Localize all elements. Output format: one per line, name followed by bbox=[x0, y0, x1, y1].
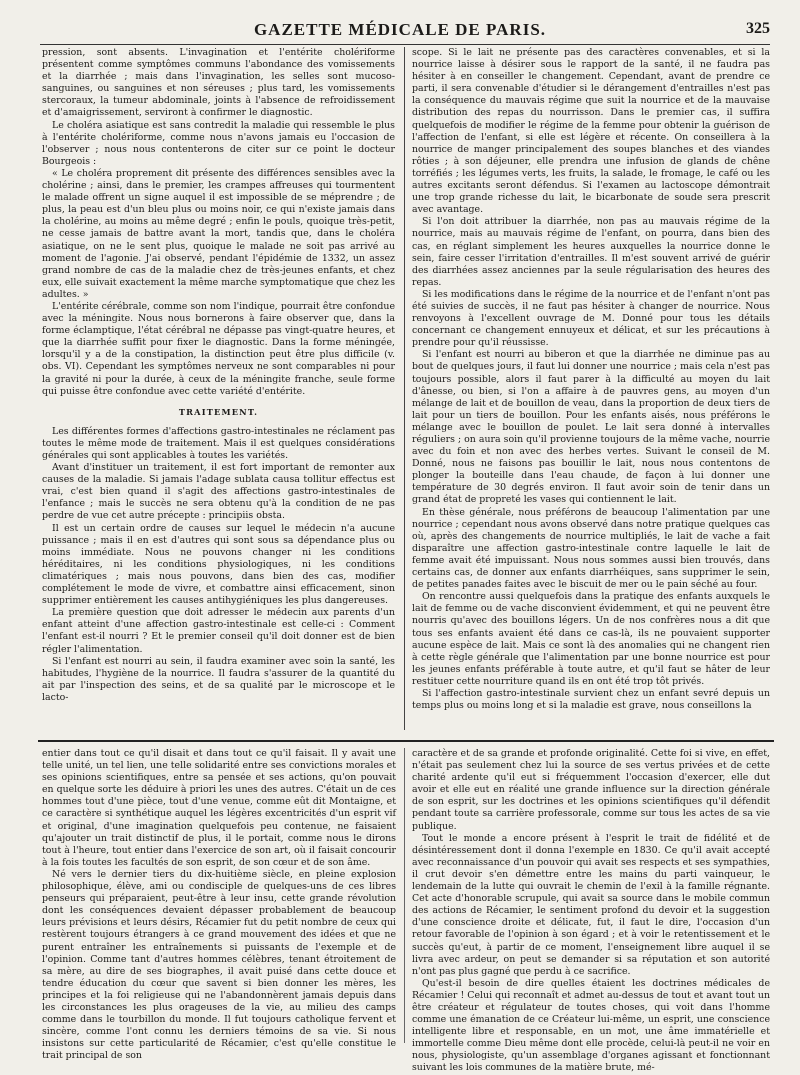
column-divider bbox=[404, 47, 405, 730]
page-header bbox=[30, 20, 770, 44]
paragraph: On rencontre aussi quelquefois dans la pratique des enfants auxquels le lait de femme ou de vache disconvient évidemment, et qui ne peuvent être nourris qu'avec des bouillons légers. Un de nos confrères nous a dit que tous ses enfants avaient été dans ce cas-là, ils ne pouvaient supporter aucune espèce de lait. Mais ce sont là des anomalies qui ne changent rien à cette règle générale que l'alimentation par une bonne nourrice est pour les jeunes enfants préférable à toute autre, et qu'il faut se hâter de leur restituer cette nourriture quand ils en ont été trop tôt privés. bbox=[412, 591, 770, 687]
paragraph: L'entérite cérébrale, comme son nom l'indique, pourrait être confondue avec la méningite. Nous nous bornerons à faire observer que, dans la forme éclamptique, l'état cérébral ne dépasse pas vingt-quatre heures, et que la diarrhée suffit pour fixer le diagnostic. Dans la forme méningée, lorsqu'il y a de la constipation, la distinction peut être plus difficile (v. obs. VI). Cependant les symptômes nerveux ne sont comparables ni pour la gravité ni pour la durée, à ceux de la méningite franche, seule forme qui puisse être confondue avec cette variété d'entérite. bbox=[42, 300, 395, 397]
left-column bbox=[42, 47, 395, 730]
paragraph: Le choléra asiatique est sans contredit la maladie qui ressemble le plus à l'entérite cholériforme, comme nous n'avons jamais eu l'occasion de l'observer ; nous nous contenterons de citer sur ce point le docteur Bourgeois : bbox=[42, 119, 395, 167]
paragraph: entier dans tout ce qu'il disait et dans tout ce qu'il faisait. Il y avait une telle unité, un tel lien, une telle solidarité entre ses convictions morales et ses opinions scientifiques, entre sa pensée et ses actions, qu'on pouvait en quelque sorte les déduire à priori les unes des autres. C'était un de ces hommes tout d'une pièce, tout d'une venue, comme eût dit Montaigne, et ce caractère si synthétique auquel les légères excentricités d'un esprit vif et original, d'une imagination quelquefois peu contenue, ne faisaient qu'ajouter un trait distinctif de plus, il le portait, comme nous le dirons tout à l'heure, tout entier dans l'exercice de son art, où il faisait concourir à la fois toutes les facultés de son esprit, de son cœur et de son âme. bbox=[42, 748, 396, 868]
paragraph: Si l'affection gastro-intestinale survient chez un enfant sevré depuis un temps plus ou moins long et si la maladie est grave, nous conseillons la bbox=[412, 687, 770, 712]
page-number: 325 bbox=[746, 20, 770, 37]
feuilleton-divider bbox=[404, 748, 405, 1043]
paragraph: pression, sont absents. L'invagination et l'entérite cholériforme présentent comme symptômes communs l'abondance des vomissements et la diarrhée ; mais dans l'invagination, les selles sont mucoso-sanguines, ou sanguines et non séreuses ; plus tard, les vomissements stercoraux, la tumeur abdominale, joints à l'absence de refroidissement et d'amaigrissement, serviront à confirmer le diagnostic. bbox=[42, 47, 395, 119]
paragraph: caractère et de sa grande et profonde originalité. Cette foi si vive, en effet, n'était pas seulement chez lui la source de ses vertus privées et de cette charité ardente qu'il eut si fréquemment l'occasion d'exercer, elle dut avoir et elle eut en réalité une grande influence sur la direction générale de son esprit, sur les doctrines et les opinions scientifiques qu'il défendit pendant toute sa carrière professorale, comme sur tous les actes de sa vie publique. bbox=[412, 748, 770, 832]
paragraph: « Le choléra proprement dit présente des différences sensibles avec la cholérine ; ainsi, dans le premier, les crampes affreuses qui tourmentent le malade offrent un signe auquel il est impossible de se méprendre ; de plus, la peau est d'un bleu plus ou moins noir, ce qui n'existe jamais dans la cholérine, au moins au même degré ; enfin le pouls, quoique très-petit, ne cesse jamais de battre avant la mort, tandis que, dans le choléra asiatique, on ne le sent plus, quoique le malade ne soit pas arrivé au moment de l'agonie. J'ai observé, pendant l'épidémie de 1332, un assez grand nombre de cas de la maladie chez de très-jeunes enfants, et chez eux, elle suivait exactement la même marche symptomatique que chez les adultes. » bbox=[42, 167, 395, 300]
right-column bbox=[412, 47, 770, 730]
paragraph: La première question que doit adresser le médecin aux parents d'un enfant atteint d'une affection gastro-intestinale est celle-ci : Comment l'enfant est-il nourri ? Et le premier conseil qu'il doit donner est de bien régler l'alimentation. bbox=[42, 607, 395, 655]
paragraph: Né vers le dernier tiers du dix-huitième siècle, en pleine explosion philosophique, élève, ami ou condisciple de quelques-uns de ces libres penseurs qui préparaient, peut-être à leur insu, cette grande révolution dont les conséquences devaient dépasser probablement de beaucoup leurs prévisions et leurs désirs, Récamier fut du petit nombre de ceux qui restèrent toujours étrangers à ce grand mouvement des idées et que ne purent entraîner les entraînements si puissants de l'exemple et de l'opinion. Comme tant d'autres hommes célèbres, tenant étroitement de sa mère, au dire de ses biographes, il avait puisé dans cette douce et tendre éducation du cœur que savent si bien donner les mères, les principes et la foi religieuse qui ne l'abandonnèrent jamais depuis dans les circonstances les plus orageuses de la vie, au milieu des camps comme dans le tourbillon du monde. Il fut toujours catholique fervent et sincère, comme l'ont connu les derniers témoins de sa vie. Si nous insistons sur cette particularité de Récamier, c'est qu'elle constitue le trait principal de son bbox=[42, 868, 396, 1062]
journal-title: GAZETTE MÉDICALE DE PARIS. bbox=[253, 20, 547, 39]
header-rule bbox=[40, 44, 770, 45]
paragraph: Si l'enfant est nourri au biberon et que la diarrhée ne diminue pas au bout de quelques jours, il faut lui donner une nourrice ; mais cela n'est pas toujours possible, alors il faut parer à la difficulté au moyen du lait d'ânesse, ou bien, si l'on a affaire à de pauvres gens, au moyen d'un mélange de lait et de bouillon de veau, dans la proportion de deux tiers de lait pour un tiers de bouillon. Pour les enfants aisés, nous préférons le mélange avec le bouillon de poulet. Le lait sera donné à intervalles réguliers ; on aura soin qu'il provienne toujours de la même vache, nourrie avec du foin et non avec des herbes vertes. Suivant le conseil de M. Donné, nous ne faisons pas bouillir le lait, nous nous contentons de plonger la bouteille dans l'eau chaude, de façon à lui donner une température de 30 degrés environ. Il faut avoir soin de tenir dans un grand état de propreté les vases qui contiennent le lait. bbox=[412, 349, 770, 506]
paragraph: scope. Si le lait ne présente pas des caractères convenables, et si la nourrice laisse à désirer sous le rapport de la santé, il ne faudra pas hésiter à en conseiller le changement. Cependant, avant de prendre ce parti, il sera convenable d'étudier si le dérangement d'entrailles n'est pas la conséquence du mauvais régime que suit la nourrice et de la mauvaise distribution des repas du nourrisson. Dans le premier cas, il suffira quelquefois de modifier le régime de la femme pour obtenir la guérison de l'affection de l'enfant, si elle est légère et récente. On conseillera à la nourrice de manger principalement des soupes blanches et des viandes rôties ; à son déjeuner, elle prendra une infusion de glands de chêne torréfiés ; les légumes verts, les fruits, la salade, le fromage, le café ou les autres excitants seront défendus. Si l'examen au lactoscope démontrait une trop grande richesse du lait, le bicarbonate de soude sera prescrit avec avantage. bbox=[412, 47, 770, 216]
paragraph: Si les modifications dans le régime de la nourrice et de l'enfant n'ont pas été suivies de succès, il ne faut pas hésiter à changer de nourrice. Nous renvoyons à l'excellent ouvrage de M. Donné pour tous les détails concernant ce changement ennuyeux et délicat, et sur les précautions à prendre pour qu'il réussisse. bbox=[412, 288, 770, 349]
feuilleton-right-column bbox=[412, 748, 770, 1074]
paragraph: Il est un certain ordre de causes sur lequel le médecin n'a aucune puissance ; mais il en est d'autres qui sont sous sa dépendance plus ou moins immédiate. Nous ne pouvons changer ni les conditions héréditaires, ni les conditions physiologiques, ni les conditions climatériques ; mais nous pouvons, dans bien des cas, modifier complétement le mode de vivre, et combattre ainsi efficacement, sinon supprimer entièrement les causes antihygiéniques les plus dangereuses. bbox=[42, 522, 395, 607]
feuilleton-rule bbox=[38, 740, 774, 742]
feuilleton-left-column bbox=[42, 748, 396, 1062]
paragraph: Les différentes formes d'affections gastro-intestinales ne réclament pas toutes le même mode de traitement. Mais il est quelques considérations générales qui sont applicables à toutes les variétés. bbox=[42, 425, 395, 461]
paragraph: En thèse générale, nous préférons de beaucoup l'alimentation par une nourrice ; cependant nous avons observé dans notre pratique quelques cas où, après des changements de nourrice multipliés, le lait de vache a fait disparaître une affection gastro-intestinale contre laquelle le lait de femme avait été impuissant. Nous nous sommes aussi bien trouvés, dans certains cas, de donner aux enfants diarrhéiques, sans supprimer le sein, de petites panades faites avec le biscuit de mer ou le pain séché au four. bbox=[412, 506, 770, 591]
paragraph: Si l'enfant est nourri au sein, il faudra examiner avec soin la santé, les habitudes, l'hygiène de la nourrice. Il faudra s'assurer de la quantité du ait par l'inspection des seins, et de sa qualité par le microscope et le lacto- bbox=[42, 655, 395, 703]
paragraph: Avant d'instituer un traitement, il est fort important de remonter aux causes de la maladie. Si jamais l'adage sublata causa tollitur effectus est vrai, c'est bien quand il s'agit des affections gastro-intestinales de l'enfance ; mais le succès ne sera obtenu qu'à la condition de ne pas perdre de vue cet autre précepte : principiis obsta. bbox=[42, 462, 395, 522]
section-heading: TRAITEMENT. bbox=[178, 406, 259, 417]
paragraph: Si l'on doit attribuer la diarrhée, non pas au mauvais régime de la nourrice, mais au mauvais régime de l'enfant, on pourra, dans bien des cas, en réglant simplement les heures auxquelles la nourrice donne le sein, faire cesser l'irritation d'entrailles. Il m'est souvent arrivé de guérir des diarrhées assez anciennes par la seule régularisation des heures des repas. bbox=[412, 216, 770, 288]
paragraph: Qu'est-il besoin de dire quelles étaient les doctrines médicales de Récamier ! Celui qui reconnaît et admet au-dessus de tout et avant tout un être créateur et régulateur de toutes choses, qui voit dans l'homme comme une émanation de ce Créateur lui-même, un esprit, une conscience intelligente libre et responsable, en un mot, une âme immatérielle et immortelle comme Dieu même dont elle procède, celui-là peut-il ne voir en nous, physiologiste, qu'un assemblage d'organes agissant et fonctionnant suivant les lois communes de la matière brute, mé- bbox=[412, 977, 770, 1074]
paragraph: Tout le monde a encore présent à l'esprit le trait de fidélité et de désintéressement dont il donna l'exemple en 1830. Ce qu'il avait accepté avec reconnaissance d'un pouvoir qui avait ses respects et ses sympathies, il crut devoir s'en démettre entre les mains du parti vainqueur, le lendemain de la lutte qui ouvrait le chemin de l'exil à la famille régnante. Cet acte d'honorable scrupule, qui avait sa source dans le mobile commun des actions de Récamier, le sentiment profond du devoir et la suggestion d'une conscience droite et délicate, fut, il faut le dire, l'occasion d'un retour favorable de l'opinion à son égard ; et à voir le retentissement et le succès qu'eut, à partir de ce moment, l'enseignement libre auquel il se livra avec ardeur, on peut se demander si sa réputation et son autorité n'ont pas plus gagné que perdu à ce sacrifice. bbox=[412, 832, 770, 977]
